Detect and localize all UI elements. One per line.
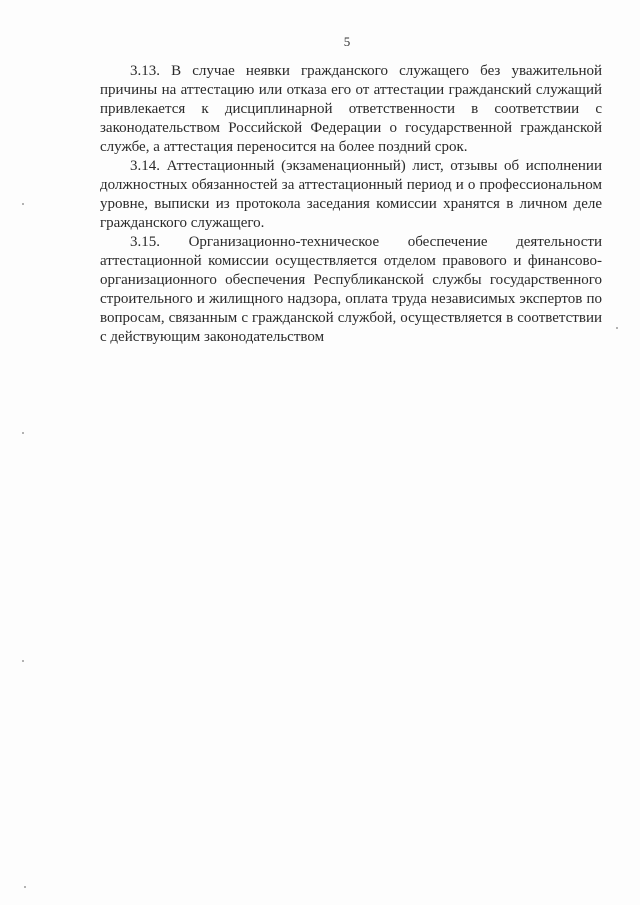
scan-speck <box>22 203 24 205</box>
paragraph-3-15: 3.15. Организационно-техническое обеспечение деятельности аттестационной комиссии осуществляется отделом правового и финансово-организационного обеспечения Республиканской службы государственного строительного и жилищного надзора, оплата труда независимых экспертов по вопросам, связанным с гражданской службой, осуществляется в соответствии с действующим законодательством <box>100 234 602 345</box>
scan-speck <box>22 660 24 662</box>
scan-speck <box>22 432 24 434</box>
paragraph-3-14: 3.14. Аттестационный (экзаменационный) лист, отзывы об исполнении должностных обязанностей за аттестационный период и о профессиональном уровне, выписки из протокола заседания комиссии хранятся в личном деле гражданского служащего. <box>100 158 602 231</box>
page-number: 5 <box>343 34 351 49</box>
scan-speck <box>616 327 618 329</box>
paragraph-3-13: 3.13. В случае неявки гражданского служащего без уважительной причины на аттестацию или отказа его от аттестации гражданский служащий привлекается к дисциплинарной ответственности в соответствии с законодательством Российской Федерации о государственной гражданской службе, а аттестация переносится на более поздний срок. <box>100 63 602 155</box>
document-body <box>100 62 602 347</box>
scan-speck <box>24 886 26 888</box>
